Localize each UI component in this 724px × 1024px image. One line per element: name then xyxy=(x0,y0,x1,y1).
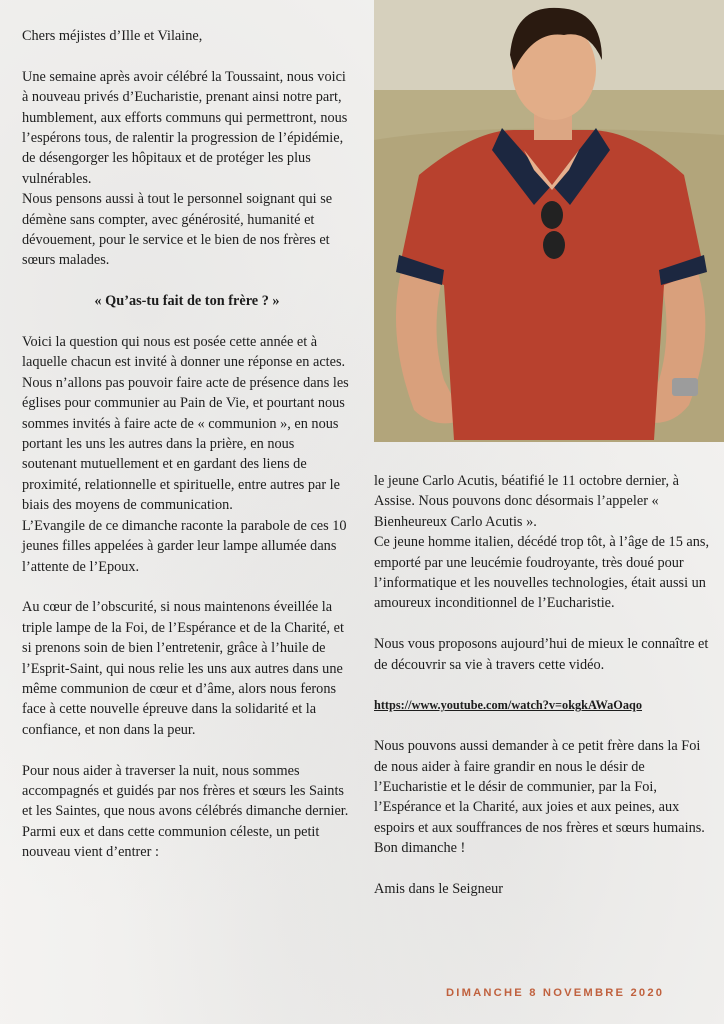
signature: Amis dans le Seigneur xyxy=(374,881,504,898)
right-column xyxy=(374,471,714,899)
paragraph-saints: Pour nous aider à traverser la nuit, nous sommes accompagnés et guidés par nos frères et sœurs les Saints et les Saintes, que nous avons célébrés dimanche dernier. xyxy=(22,762,349,820)
paragraph-video-intro: Nous vous proposons aujourd’hui de mieux le connaître et de découvrir sa vie à travers cette vidéo. xyxy=(374,636,709,673)
paragraph-question: Voici la question qui nous est posée cette année et à laquelle chacun est invité à donner une réponse en actes. xyxy=(22,334,346,371)
paragraph-newcomer: Parmi eux et dans cette communion céleste, un petit nouveau vient d’entrer : xyxy=(22,823,320,861)
portrait-illustration xyxy=(374,0,724,442)
left-column xyxy=(22,26,352,863)
section-heading: « Qu’as-tu fait de ton frère ? » xyxy=(94,293,280,310)
paragraph-biography: Ce jeune homme italien, décédé trop tôt, à l’âge de 15 ans, emporté par une leucémie foudroyante, très doué pour l’informatique et les nouvelles technologies, était aussi un amoureux inconditionnel de l’Eucharistie. xyxy=(374,534,710,612)
closing-line: Bon dimanche ! xyxy=(374,840,466,857)
video-link[interactable]: https://www.youtube.com/watch?v=okgkAWaOaqo xyxy=(374,698,643,713)
footer-date: DIMANCHE 8 NOVEMBRE 2020 xyxy=(446,987,665,999)
paragraph-caregivers: Nous pensons aussi à tout le personnel soignant qui se démène sans compter, avec générosité, humanité et dévouement, pour le service et le bien de nos frères et sœurs malades. xyxy=(22,191,333,269)
paragraph-gospel: L’Evangile de ce dimanche raconte la parabole de ces 10 jeunes filles appelées à garder leur lampe allumée dans l’attente de l’Epoux. xyxy=(22,517,347,575)
paragraph-prayer: Nous pouvons aussi demander à ce petit frère dans la Foi de nous aider à faire grandir en nous le désir de l’Eucharistie et le désir de communier, par la Foi, l’Espérance et la Charité, aux joies et aux peines, aux espoirs et aux souffrances de nos frères et sœurs humains. xyxy=(374,738,705,836)
paragraph-lamp: Au cœur de l’obscurité, si nous maintenons éveillée la triple lampe de la Foi, de l’Espérance et de la Charité, et si prenons soin de bien l’entretenir, grâce à l’huile de l’Esprit-Saint, qui nous relie les uns aux autres dans une même communion de cœur et d’âme, alors nous ferons face à cette nouvelle épreuve dans la solidarité et la confiance, et non dans la peur. xyxy=(22,599,344,738)
salutation: Chers méjistes d’Ille et Vilaine, xyxy=(22,28,203,44)
paragraph-intro: Une semaine après avoir célébré la Toussaint, nous voici à nouveau privés d’Eucharistie, prenant ainsi notre part, humblement, aux efforts communs qui permettront, nous l’espérons tous, de ralentir la progression de l’épidémie, de désengorger les hôpitaux et de protéger les plus vulnérables. xyxy=(22,68,348,187)
paragraph-communion: Nous n’allons pas pouvoir faire acte de présence dans les églises pour communier au Pain de Vie, et pourtant nous sommes invités à faire acte de « communion », en nous portant les uns les autres dans la prière, en nous soutenant mutuellement et en gardant des liens de proximité, relationnelle et spirituelle, entre autres par le biais des moyens de communication. xyxy=(22,374,349,514)
portrait-photo xyxy=(374,0,724,442)
paragraph-carlo: le jeune Carlo Acutis, béatifié le 11 octobre dernier, à Assise. Nous pouvons donc désormais l’appeler « Bienheureux Carlo Acutis ». xyxy=(374,473,679,530)
